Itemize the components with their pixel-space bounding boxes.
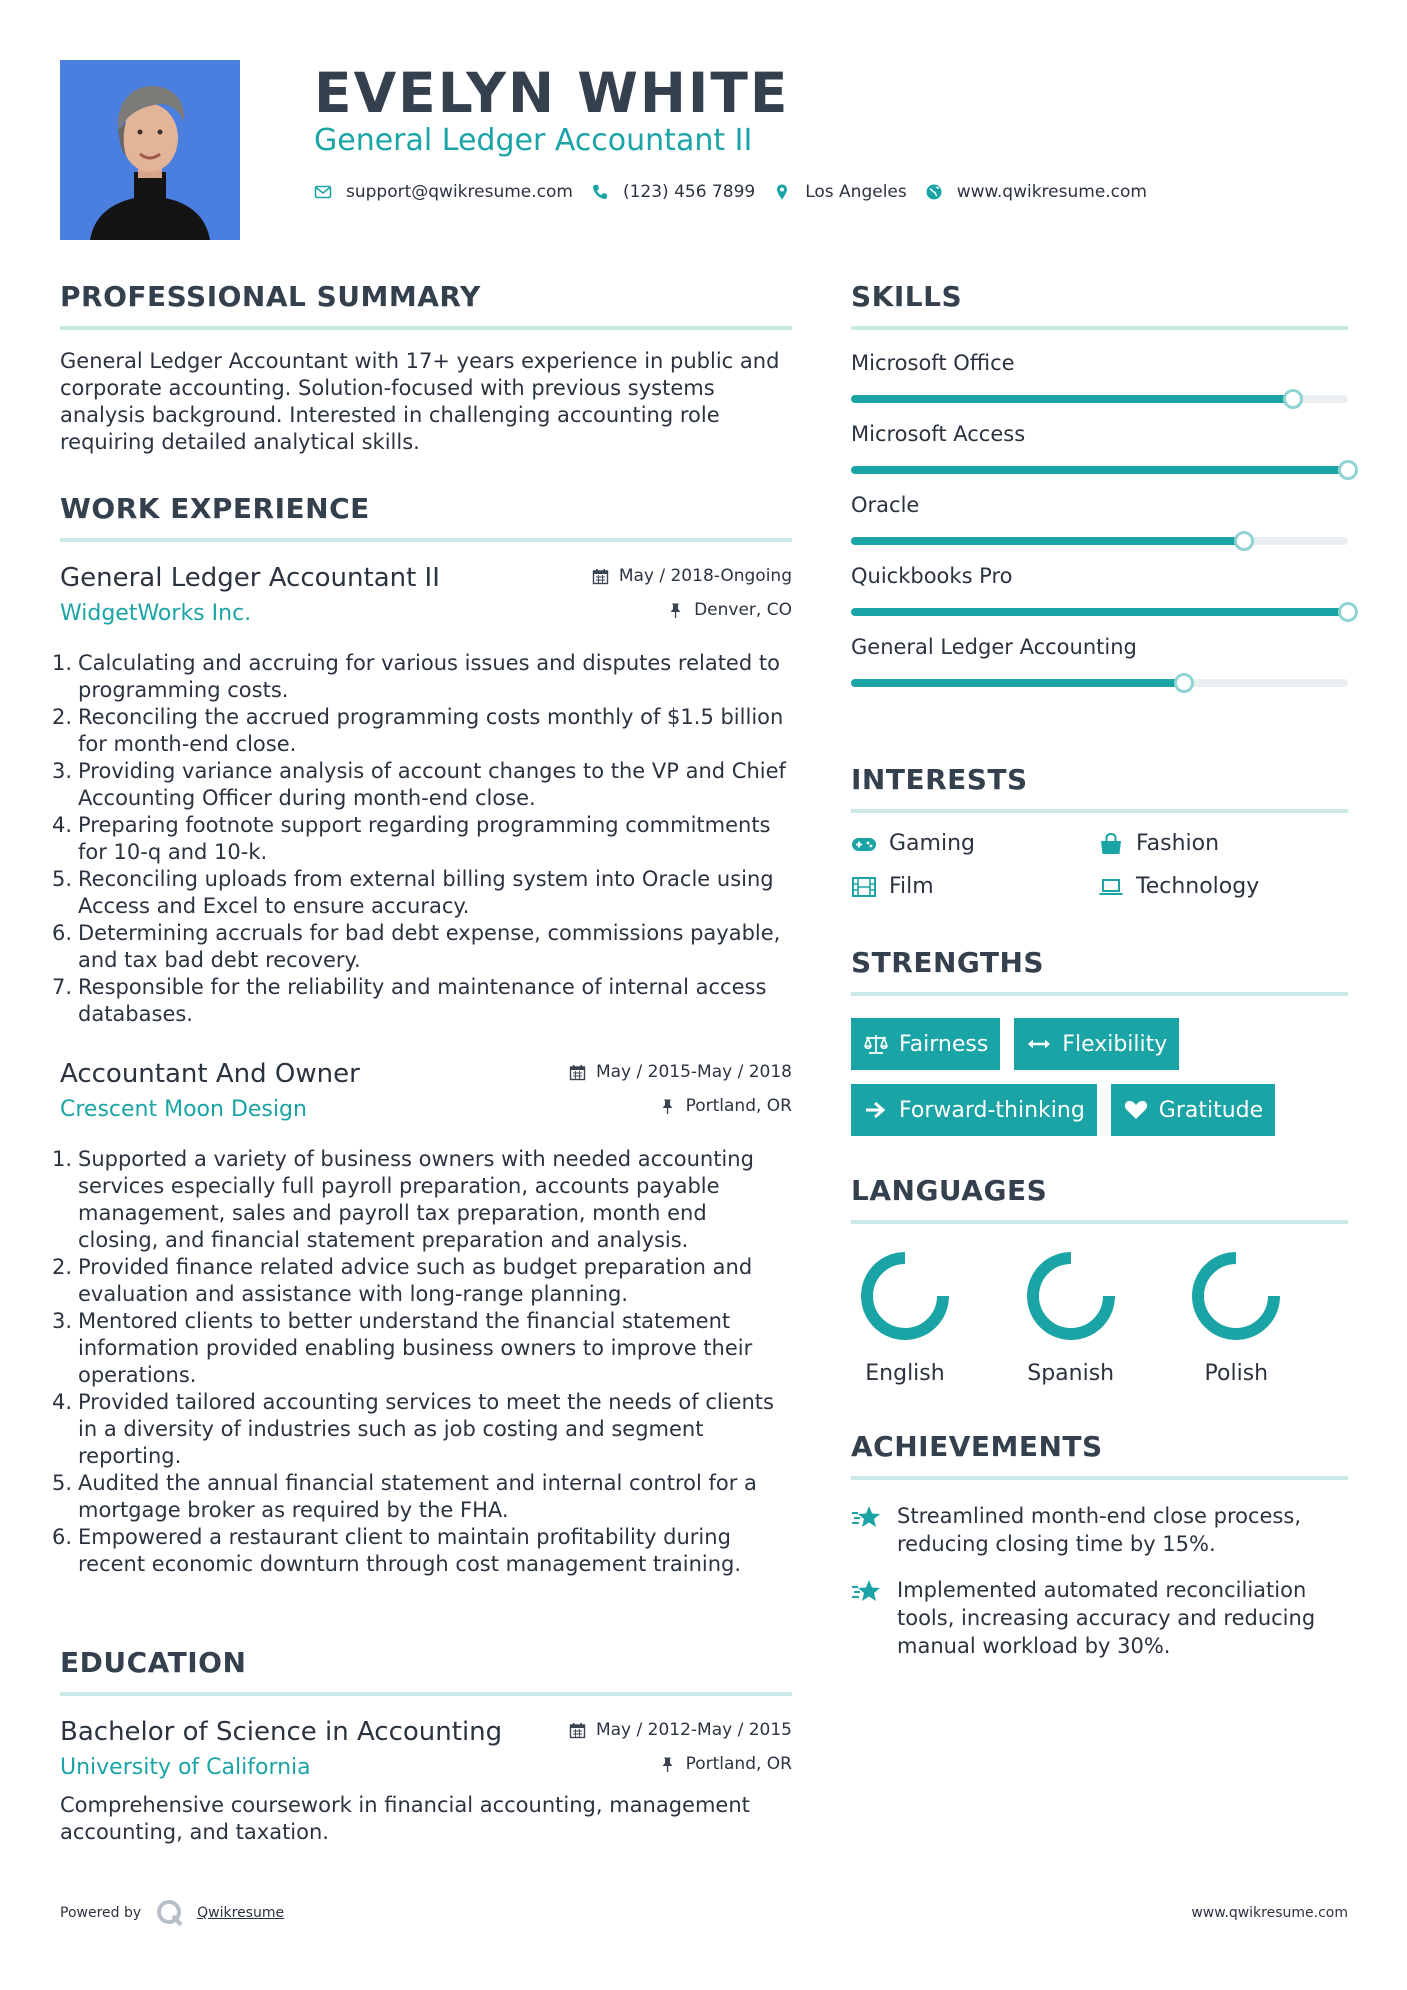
list-item: 6. Empowered a restaurant client to maintain profitability during recent economic downturn through cost management training. — [52, 1525, 742, 1576]
skill-level-fill — [851, 679, 1184, 687]
languages-section — [851, 1174, 1348, 1388]
envelope-icon — [314, 183, 332, 201]
skill-level-handle — [1338, 602, 1358, 622]
qwikresume-logo-icon — [155, 1898, 185, 1928]
skill-name: Microsoft Office — [851, 351, 1015, 375]
skill-level-handle — [1234, 531, 1254, 551]
job-date-text: May / 2018-Ongoing — [618, 566, 792, 586]
list-item: 5. Reconciling uploads from external billing system into Oracle using Access and Excel to ensure accuracy. — [52, 867, 774, 918]
star-badge-icon — [851, 1504, 883, 1530]
skill-name: General Ledger Accounting — [851, 635, 1137, 659]
candidate-name: EVELYN WHITE — [314, 61, 790, 125]
education-heading: EDUCATION — [60, 1646, 792, 1696]
heart-icon — [1123, 1099, 1149, 1121]
shopping-bag-icon — [1098, 833, 1124, 855]
footer-powered-by — [60, 1898, 284, 1928]
list-item: 1. Supported a variety of business owners with needed accounting services especially full payroll preparation, accounts payable management, sales and payroll tax preparation, month end closing, and financial statement preparation and analysis. — [52, 1147, 754, 1252]
interests-grid — [851, 831, 1348, 899]
list-item: 4. Preparing footnote support regarding programming commitments for 10-q and 10-k. — [52, 813, 771, 864]
gamepad-icon — [851, 833, 877, 855]
website-text: www.qwikresume.com — [956, 182, 1147, 202]
strength-tag-gratitude: Gratitude — [1111, 1084, 1275, 1136]
arrows-horizontal-icon — [1026, 1033, 1052, 1055]
language-name: Spanish — [1027, 1361, 1115, 1386]
skill-level-fill — [851, 395, 1293, 403]
job-location-text: Denver, CO — [694, 600, 792, 620]
list-item: 1. Calculating and accruing for various issues and disputes related to programming costs. — [52, 651, 780, 702]
language-item — [1017, 1246, 1183, 1388]
interests-heading: INTERESTS — [851, 763, 1348, 813]
candidate-role: General Ledger Accountant II — [314, 123, 753, 158]
education-location — [659, 1754, 792, 1774]
skill-level-handle — [1283, 389, 1303, 409]
skill-name: Quickbooks Pro — [851, 564, 1013, 588]
skill-level-fill — [851, 537, 1244, 545]
star-badge-icon — [851, 1578, 883, 1604]
summary-heading: PROFESSIONAL SUMMARY — [60, 280, 792, 330]
skill-level-handle — [1338, 460, 1358, 480]
duty-list — [52, 650, 792, 1028]
balance-scale-icon — [863, 1033, 889, 1055]
strengths-section — [851, 946, 1348, 1150]
job-date-text: May / 2015-May / 2018 — [595, 1062, 792, 1082]
interest-gaming: Gaming — [851, 831, 1098, 856]
experience-heading: WORK EXPERIENCE — [60, 492, 792, 542]
achievements-heading: ACHIEVEMENTS — [851, 1430, 1348, 1480]
list-item: 7. Responsible for the reliability and maintenance of internal access databases. — [52, 975, 767, 1026]
achievements-section — [851, 1430, 1348, 1660]
skills-section — [851, 280, 1348, 687]
list-item: 2. Provided finance related advice such as budget preparation and evaluation and assistance with long-range planning. — [52, 1255, 753, 1306]
skill-level-bar — [851, 537, 1348, 545]
email-text: support@qwikresume.com — [346, 182, 573, 202]
skill-level-bar — [851, 679, 1348, 687]
list-item: 3. Providing variance analysis of account changes to the VP and Chief Accounting Officer during month-end close. — [52, 759, 786, 810]
footer-website[interactable]: www.qwikresume.com — [1191, 1905, 1348, 1921]
skill-item — [851, 421, 1348, 474]
achievement-item: Implemented automated reconciliation tools, increasing accuracy and reducing manual workload by 30%. — [851, 1576, 1348, 1660]
skill-item — [851, 634, 1348, 687]
interest-fashion: Fashion — [1098, 831, 1348, 856]
phone-icon — [591, 183, 609, 201]
strength-tag-forward-thinking: Forward-thinking — [851, 1084, 1097, 1136]
phone-text: (123) 456 7899 — [622, 182, 756, 202]
skill-level-fill — [851, 466, 1348, 474]
job-title: General Ledger Accountant II — [60, 563, 440, 593]
contact-bar — [314, 178, 1165, 206]
job-location — [659, 1096, 792, 1116]
laptop-icon — [1098, 876, 1124, 898]
language-name: English — [865, 1361, 945, 1386]
experience-section — [52, 492, 792, 1578]
interest-film: Film — [851, 874, 1098, 899]
language-name: Polish — [1204, 1361, 1269, 1386]
skill-level-fill — [851, 608, 1348, 616]
skill-level-bar — [851, 608, 1348, 616]
film-icon — [851, 876, 877, 898]
degree-title: Bachelor of Science in Accounting — [60, 1717, 503, 1747]
summary-section — [60, 280, 792, 456]
education-date — [569, 1720, 792, 1740]
skill-level-bar — [851, 395, 1348, 403]
strength-tag-fairness: Fairness — [851, 1018, 1000, 1070]
list-item: 4. Provided tailored accounting services to meet the needs of clients in a diversity of industries such as job costing and segment reporting. — [52, 1390, 774, 1468]
list-item: 2. Reconciling the accrued programming costs monthly of $1.5 billion for month-end close. — [52, 705, 784, 756]
language-item — [1182, 1246, 1348, 1388]
interest-technology: Technology — [1098, 874, 1348, 899]
arrow-right-icon — [863, 1099, 889, 1121]
job-entry — [52, 1058, 792, 1578]
job-date — [592, 566, 792, 586]
education-location-text: Portland, OR — [685, 1754, 792, 1774]
skill-level-handle — [1174, 673, 1194, 693]
job-location — [667, 600, 792, 620]
education-text: Comprehensive coursework in financial accounting, management accounting, and taxation. — [60, 1793, 750, 1844]
profile-photo — [60, 60, 240, 240]
education-date-text: May / 2012-May / 2015 — [595, 1720, 792, 1740]
skill-level-bar — [851, 466, 1348, 474]
interests-section — [851, 763, 1348, 899]
skill-name: Oracle — [851, 493, 920, 517]
job-title: Accountant And Owner — [60, 1059, 360, 1089]
summary-text: General Ledger Accountant with 17+ years experience in public and corporate accounting. Solution-focused with previous systems analysis background. Interested in challenging accounting role requiring detailed analytical skills. — [60, 349, 780, 454]
achievement-item: Streamlined month-end close process, reducing closing time by 15%. — [851, 1502, 1348, 1558]
location-text: Los Angeles — [805, 182, 907, 202]
strengths-heading: STRENGTHS — [851, 946, 1348, 996]
job-date — [569, 1062, 792, 1082]
job-company: WidgetWorks Inc. — [60, 601, 252, 626]
languages-list — [851, 1246, 1348, 1388]
language-item — [851, 1246, 1017, 1388]
pushpin-icon — [667, 602, 684, 619]
education-section — [60, 1646, 792, 1846]
skill-item — [851, 492, 1348, 545]
list-item: 6. Determining accruals for bad debt expense, commissions payable, and tax bad debt recovery. — [52, 921, 781, 972]
strength-tag-flexibility: Flexibility — [1014, 1018, 1179, 1070]
qwikresume-link[interactable]: Qwikresume — [197, 1905, 285, 1921]
language-proficiency-ring — [855, 1246, 955, 1346]
skill-item — [851, 563, 1348, 616]
list-item: 5. Audited the annual financial statement and internal control for a mortgage broker as required by the FHA. — [52, 1471, 757, 1522]
list-item: 3. Mentored clients to better understand the financial statement information provided enabling business owners to improve their operations. — [52, 1309, 753, 1387]
skills-list — [851, 350, 1348, 687]
contact-location — [773, 182, 907, 202]
strength-tags — [851, 1018, 1348, 1150]
contact-website[interactable] — [925, 182, 1147, 202]
pushpin-icon — [659, 1756, 676, 1773]
languages-heading: LANGUAGES — [851, 1174, 1348, 1224]
skill-name: Microsoft Access — [851, 422, 1026, 446]
powered-by-label: Powered by — [60, 1905, 142, 1921]
skill-item — [851, 350, 1348, 403]
calendar-icon — [569, 1064, 586, 1081]
job-company: Crescent Moon Design — [60, 1097, 307, 1122]
skills-heading: SKILLS — [851, 280, 1348, 330]
calendar-icon — [569, 1722, 586, 1739]
school-name: University of California — [60, 1755, 311, 1780]
education-entry — [60, 1716, 792, 1846]
calendar-icon — [592, 568, 609, 585]
contact-phone[interactable] — [591, 182, 755, 202]
map-pin-icon — [773, 183, 791, 201]
job-location-text: Portland, OR — [685, 1096, 792, 1116]
pushpin-icon — [659, 1098, 676, 1115]
language-proficiency-ring — [1186, 1246, 1286, 1346]
language-proficiency-ring — [1021, 1246, 1121, 1346]
job-entry — [52, 562, 792, 1028]
contact-email[interactable] — [314, 182, 573, 202]
duty-list — [52, 1146, 792, 1578]
globe-icon — [925, 183, 943, 201]
